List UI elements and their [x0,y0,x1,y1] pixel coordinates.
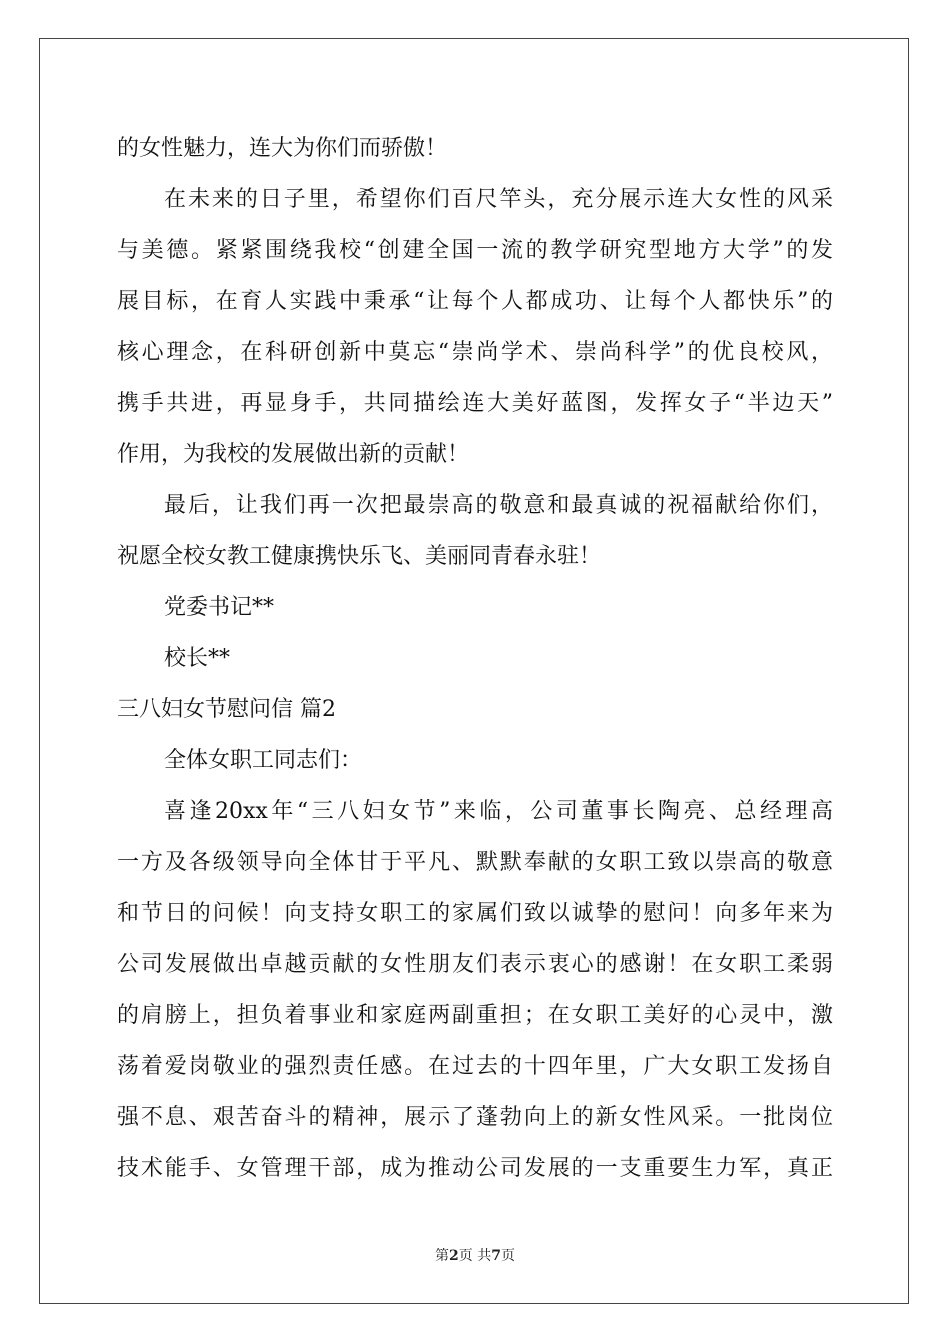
text-line: 作用，为我校的发展做出新的贡献！ [117,442,470,467]
text-line: 和节日的问候！向支持女职工的家属们致以诚挚的慰问！向多年来为 [117,901,833,926]
text-line: 技术能手、女管理干部，成为推动公司发展的一支重要生力军，真正 [117,1156,833,1181]
text-line: 与美德。紧紧围绕我校“创建全国一流的教学研究型地方大学”的发 [117,238,833,263]
text-line: 展目标，在育人实践中秉承“让每个人都成功、让每个人都快乐”的 [117,289,833,314]
page-current: 2 [449,1248,459,1264]
page-mid: 页 共 [458,1248,492,1264]
signature-party-secretary: 党委书记** [164,595,275,620]
text-line: 的女性魅力，连大为你们而骄傲！ [117,136,448,161]
paragraph-start: 最后，让我们再一次把最崇高的敬意和最真诚的祝福献给你们， [164,493,833,518]
paragraph-start: 在未来的日子里，希望你们百尺竿头，充分展示连大女性的风采 [164,187,833,212]
text-line: 一方及各级领导向全体甘于平凡、默默奉献的女职工致以崇高的敬意 [117,850,833,875]
page-footer [0,1245,950,1265]
text-line: 公司发展做出卓越贡献的女性朋友们表示衷心的感谢！在女职工柔弱 [117,952,833,977]
text-line: 祝愿全校女教工健康携快乐飞、美丽同青春永驻！ [117,544,602,569]
text-line: 强不息、艰苦奋斗的精神，展示了蓬勃向上的新女性风采。一批岗位 [117,1105,833,1130]
page-total: 7 [491,1248,501,1264]
signature-president: 校长** [164,646,231,671]
paragraph-start: 喜逢20xx年“三八妇女节”来临，公司董事长陶亮、总经理高 [164,799,833,824]
page-prefix: 第 [435,1248,450,1264]
salutation: 全体女职工同志们： [164,748,363,773]
page-suffix: 页 [500,1248,515,1264]
text-line: 的肩膀上，担负着事业和家庭两副重担；在女职工美好的心灵中，激 [117,1003,833,1028]
text-line: 荡着爱岗敬业的强烈责任感。在过去的十四年里，广大女职工发扬自 [117,1054,833,1079]
text-line: 携手共进，再显身手，共同描绘连大美好蓝图，发挥女子“半边天” [117,391,833,416]
section-heading: 三八妇女节慰问信 篇2 [117,697,336,722]
text-line: 核心理念，在科研创新中莫忘“崇尚学术、崇尚科学”的优良校风， [117,340,833,365]
